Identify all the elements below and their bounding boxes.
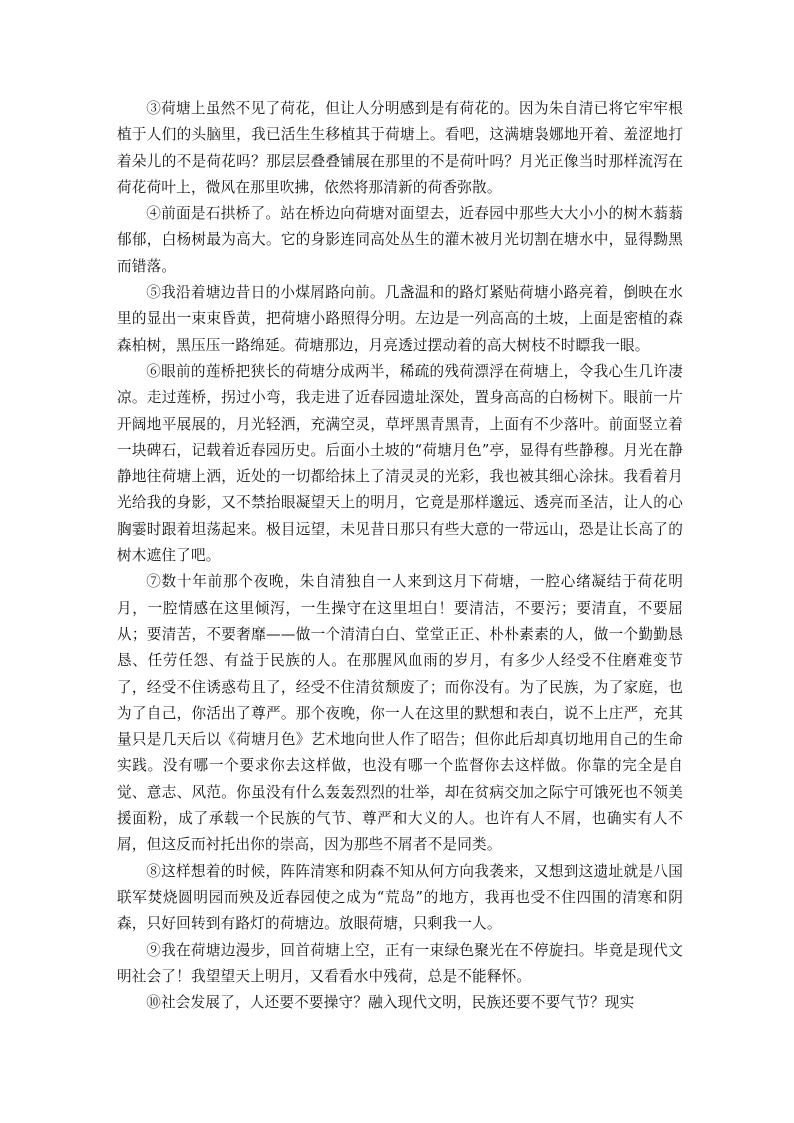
paragraph-6: ⑥眼前的莲桥把狭长的荷塘分成两半，稀疏的残荷漂浮在荷塘上，令我心生几许凄凉。走过莲桥，拐过小弯，我走进了近春园遗址深处，置身高高的白杨树下。眼前一片开阔地平展展的，月光轻洒，充满空灵，草坪黑青黑青，上面有不少落叶。前面竖立着一块碑石，记载着近春园历史。后面小土坡的“荷塘月色”亭，显得有些静穆。月光在静静地往荷塘上洒，近处的一切都给抹上了清灵灵的光彩，我也被其细心涂抹。我看着月光给我的身影，又不禁抬眼凝望天上的明月，它竟是那样邈远、透亮而圣洁，让人的心胸霎时跟着坦荡起来。极目远望，未见昔日那只有些大意的一带远山，恐是让长高了的树木遮住了吧。 xyxy=(117,362,683,565)
paragraph-7: ⑦数十年前那个夜晚，朱自清独自一人来到这月下荷塘，一腔心绪凝结于荷花明月，一腔情感在这里倾泻，一生操守在这里坦白！要清洁，不要污；要清直，不要屈从；要清苦，不要奢靡——做一个清清白白、堂堂正正、朴朴素素的人，做一个勤勤恳恳、任劳任怨、有益于民族的人。在那腥风血雨的岁月，有多少人经受不住磨难变节了，经受不住诱惑苟且了，经受不住清贫颓废了；而你没有。为了民族，为了家庭，也为了自己，你活出了尊严。那个夜晚，你一人在这里的默想和表白，说不上庄严，充其量只是几天后以《荷塘月色》艺术地向世人作了昭告；但你此后却真切地用自己的生命实践。没有哪一个要求你去这样做，也没有哪一个监督你去这样做。你靠的完全是自觉、意志、风范。你虽没有什么轰轰烈烈的壮举，却在贫病交加之际宁可饿死也不领美援面粉，成了承载一个民族的气节、尊严和大义的人。也许有人不屑，也确实有人不屑，但这反而衬托出你的崇高，因为那些不屑者不是同类。 xyxy=(117,573,683,854)
paragraph-10: ⑩社会发展了，人还要不要操守？融入现代文明，民族还要不要气节？现实 xyxy=(146,994,635,1012)
article-body xyxy=(117,96,683,1016)
paragraph-3: ③荷塘上虽然不见了荷花，但让人分明感到是有荷花的。因为朱自清已将它牢牢根植于人们的头脑里，我已活生生移植其于荷塘上。看吧，这满塘袅娜地开着、羞涩地打着朵儿的不是荷花吗？那层层叠叠铺展在那里的不是荷叶吗？月光正像当时那样流泻在荷花荷叶上，微风在那里吹拂，依然将那清新的荷香弥散。 xyxy=(117,100,683,196)
paragraph-4: ④前面是石拱桥了。站在桥边向荷塘对面望去，近春园中那些大大小小的树木蓊蓊郁郁，白杨树最为高大。它的身影连同高处丛生的灌木被月光切割在塘水中，显得黝黑而错落。 xyxy=(117,205,683,275)
paragraph-9: ⑨我在荷塘边漫步，回首荷塘上空，正有一束绿色聚光在不停旋扫。毕竟是现代文明社会了！我望望天上明月，又看看水中残荷，总是不能释怀。 xyxy=(117,941,683,985)
paragraph-8: ⑧这样想着的时候，阵阵清寒和阴森不知从何方向我袭来，又想到这遗址就是八国联军焚烧圆明园而殃及近春园使之成为“荒岛”的地方，我再也受不住四围的清寒和阴森，只好回转到有路灯的荷塘边。放眼荷塘，只剩我一人。 xyxy=(117,862,683,933)
paragraph-5: ⑤我沿着塘边昔日的小煤屑路向前。几盏温和的路灯紧贴荷塘小路亮着，倒映在水里的显出一束束昏黄，把荷塘小路照得分明。左边是一列高高的土坡，上面是密植的森森柏树，黑压压一路绵延。荷塘那边，月亮透过摆动着的高大树枝不时瞟我一眼。 xyxy=(117,284,683,354)
